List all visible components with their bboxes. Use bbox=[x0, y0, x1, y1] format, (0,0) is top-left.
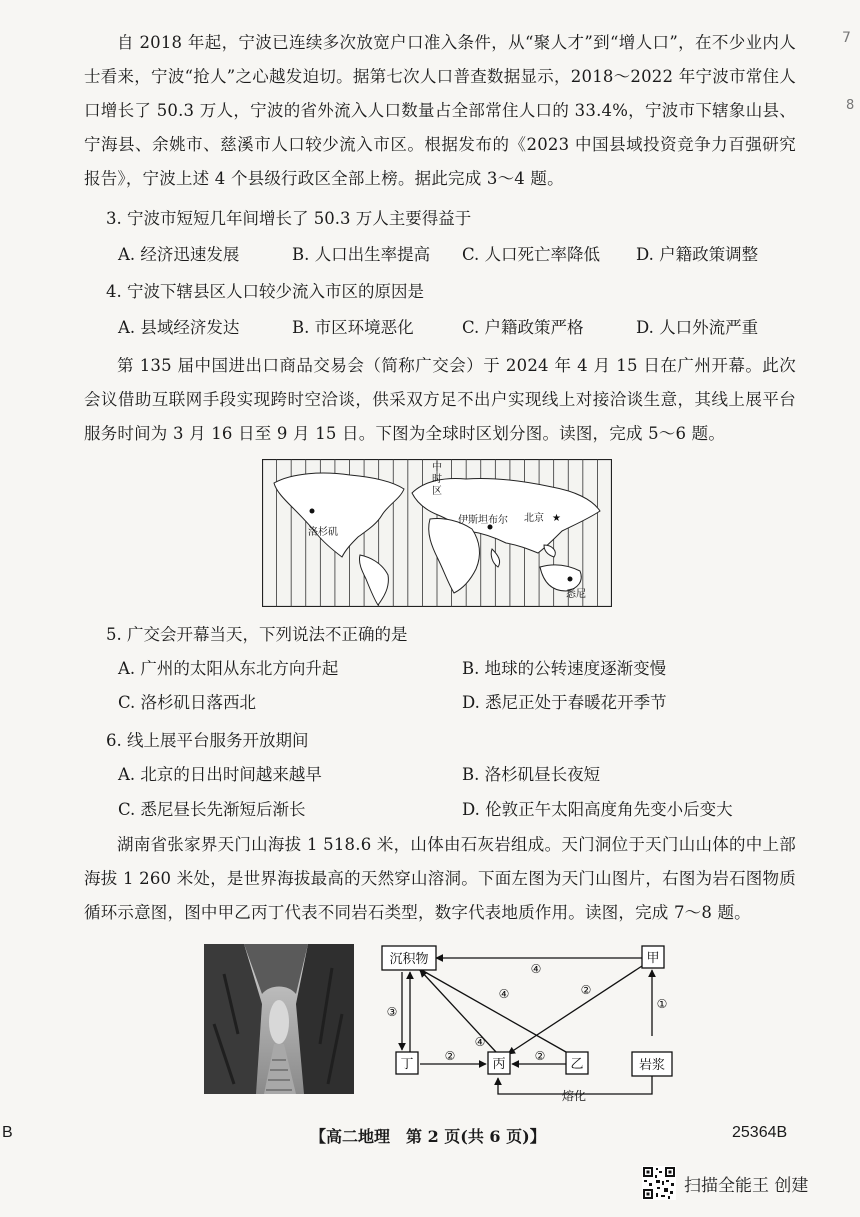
passage-ningbo: 自 2018 年起，宁波已连续多次放宽户口准入条件，从“聚人才”到“增人口”，在不少业内人士看来，宁波“抢人”之心越发迫切。据第七次人口普查数据显示，2018～2022 年宁波市常住人口增长了 50.3 万人，宁波的省外流入人口数量占全部常住人口的 33.4%，宁波市下辖象山县、宁海县、余姚市、慈溪市人口较少流入市区。根据发布的《2023 中国县域投资竞争力百强研究报告》，宁波上述 4 个县级行政区全部上榜。据此完成 3～4 题。 bbox=[84, 33, 796, 188]
beijing-star: ★ bbox=[552, 513, 561, 524]
map-city-beijing: 北京 bbox=[524, 513, 544, 524]
label-process-2-right: ② bbox=[534, 1049, 546, 1063]
node-sediment: 沉积物 bbox=[389, 952, 429, 967]
q5-option-a: A. 广州的太阳从东北方向升起 bbox=[118, 659, 339, 678]
node-magma: 岩浆 bbox=[638, 1058, 666, 1073]
edge-mark-top: 7 bbox=[842, 30, 851, 46]
node-jia: 甲 bbox=[646, 951, 660, 966]
sydney-dot bbox=[568, 577, 573, 582]
q6-option-d: D. 伦敦正午太阳高度角先变小后变大 bbox=[462, 800, 733, 819]
time-zone-map bbox=[262, 459, 612, 607]
question-5-stem: 5. 广交会开幕当天，下列说法不正确的是 bbox=[106, 625, 408, 644]
q5-option-c: C. 洛杉矶日落西北 bbox=[118, 693, 257, 712]
label-melting: 熔化 bbox=[561, 1089, 587, 1103]
edge-mark-second: 8 bbox=[846, 98, 855, 113]
rock-cycle-arrows bbox=[402, 958, 652, 1094]
map-city-istanbul: 伊斯坦布尔 bbox=[458, 515, 508, 526]
map-city-sydney: 悉尼 bbox=[566, 589, 586, 600]
q4-option-d: D. 人口外流严重 bbox=[636, 318, 759, 337]
q6-option-c: C. 悉尼昼长先渐短后渐长 bbox=[118, 800, 306, 819]
map-center-zone-label-3: 区 bbox=[432, 486, 442, 497]
q6-option-a: A. 北京的日出时间越来越早 bbox=[118, 765, 322, 784]
label-process-1: ① bbox=[656, 997, 668, 1011]
rock-cycle-diagram bbox=[378, 942, 678, 1104]
q3-option-a: A. 经济迅速发展 bbox=[118, 245, 240, 264]
label-process-2-left: ② bbox=[444, 1049, 456, 1063]
footer-page-info: 【高二地理 第 2 页(共 6 页)】 bbox=[310, 1127, 546, 1146]
q4-option-b: B. 市区环境恶化 bbox=[292, 318, 414, 337]
losangeles-dot bbox=[310, 509, 315, 514]
qr-code-icon bbox=[642, 1166, 676, 1200]
q4-option-c: C. 户籍政策严格 bbox=[462, 318, 584, 337]
passage-tianmen-mountain: 湖南省张家界天门山海拔 1 518.6 米，山体由石灰岩组成。天门洞位于天门山山体的中上部海拔 1 260 米处，是世界海拔最高的天然穿山溶洞。下面左图为天门山图片，右图为岩石图物质循环示意图，图中甲乙丙丁代表不同岩石类型，数字代表地质作用。读图，完成 7～8 题。 bbox=[84, 835, 796, 922]
node-yi: 乙 bbox=[570, 1057, 584, 1072]
label-process-4-top: ④ bbox=[530, 962, 542, 976]
q3-option-d: D. 户籍政策调整 bbox=[636, 245, 759, 264]
map-center-zone-label-2: 时 bbox=[432, 474, 442, 485]
question-4-stem: 4. 宁波下辖县区人口较少流入市区的原因是 bbox=[106, 282, 424, 301]
footer-left-mark: B bbox=[2, 1124, 13, 1141]
label-process-4-mid: ④ bbox=[498, 987, 510, 1001]
time-zone-map-svg bbox=[262, 459, 612, 607]
label-process-3: ③ bbox=[386, 1005, 398, 1019]
scanner-watermark-text: 扫描全能王 创建 bbox=[684, 1175, 809, 1196]
tianmen-mountain-photo bbox=[204, 944, 354, 1094]
node-bing: 丙 bbox=[492, 1057, 506, 1072]
map-city-losangeles: 洛杉矶 bbox=[308, 527, 338, 538]
q3-option-b: B. 人口出生率提高 bbox=[292, 245, 431, 264]
question-6-stem: 6. 线上展平台服务开放期间 bbox=[106, 731, 309, 750]
question-3-stem: 3. 宁波市短短几年间增长了 50.3 万人主要得益于 bbox=[106, 209, 472, 228]
scanner-watermark bbox=[642, 1166, 808, 1200]
q6-option-b: B. 洛杉矶昼长夜短 bbox=[462, 765, 601, 784]
q4-option-a: A. 县域经济发达 bbox=[118, 318, 240, 337]
label-process-4-low: ④ bbox=[474, 1035, 486, 1049]
label-process-2-diag: ② bbox=[580, 983, 592, 997]
map-center-zone-label-1: 中 bbox=[432, 462, 442, 473]
footer-exam-code: 25364B bbox=[732, 1124, 788, 1141]
q3-option-c: C. 人口死亡率降低 bbox=[462, 245, 601, 264]
node-ding: 丁 bbox=[400, 1057, 414, 1072]
passage-canton-fair: 第 135 届中国进出口商品交易会（简称广交会）于 2024 年 4 月 15 日在广州开幕。此次会议借助互联网手段实现跨时空洽谈，供采双方足不出户实现线上对接洽谈生意，其线上展平台服务时间为 3 月 16 日至 9 月 15 日。下图为全球时区划分图。读图，完成 5～6 题。 bbox=[84, 356, 796, 443]
q5-option-b: B. 地球的公转速度逐渐变慢 bbox=[462, 659, 667, 678]
q5-option-d: D. 悉尼正处于春暖花开季节 bbox=[462, 693, 667, 712]
